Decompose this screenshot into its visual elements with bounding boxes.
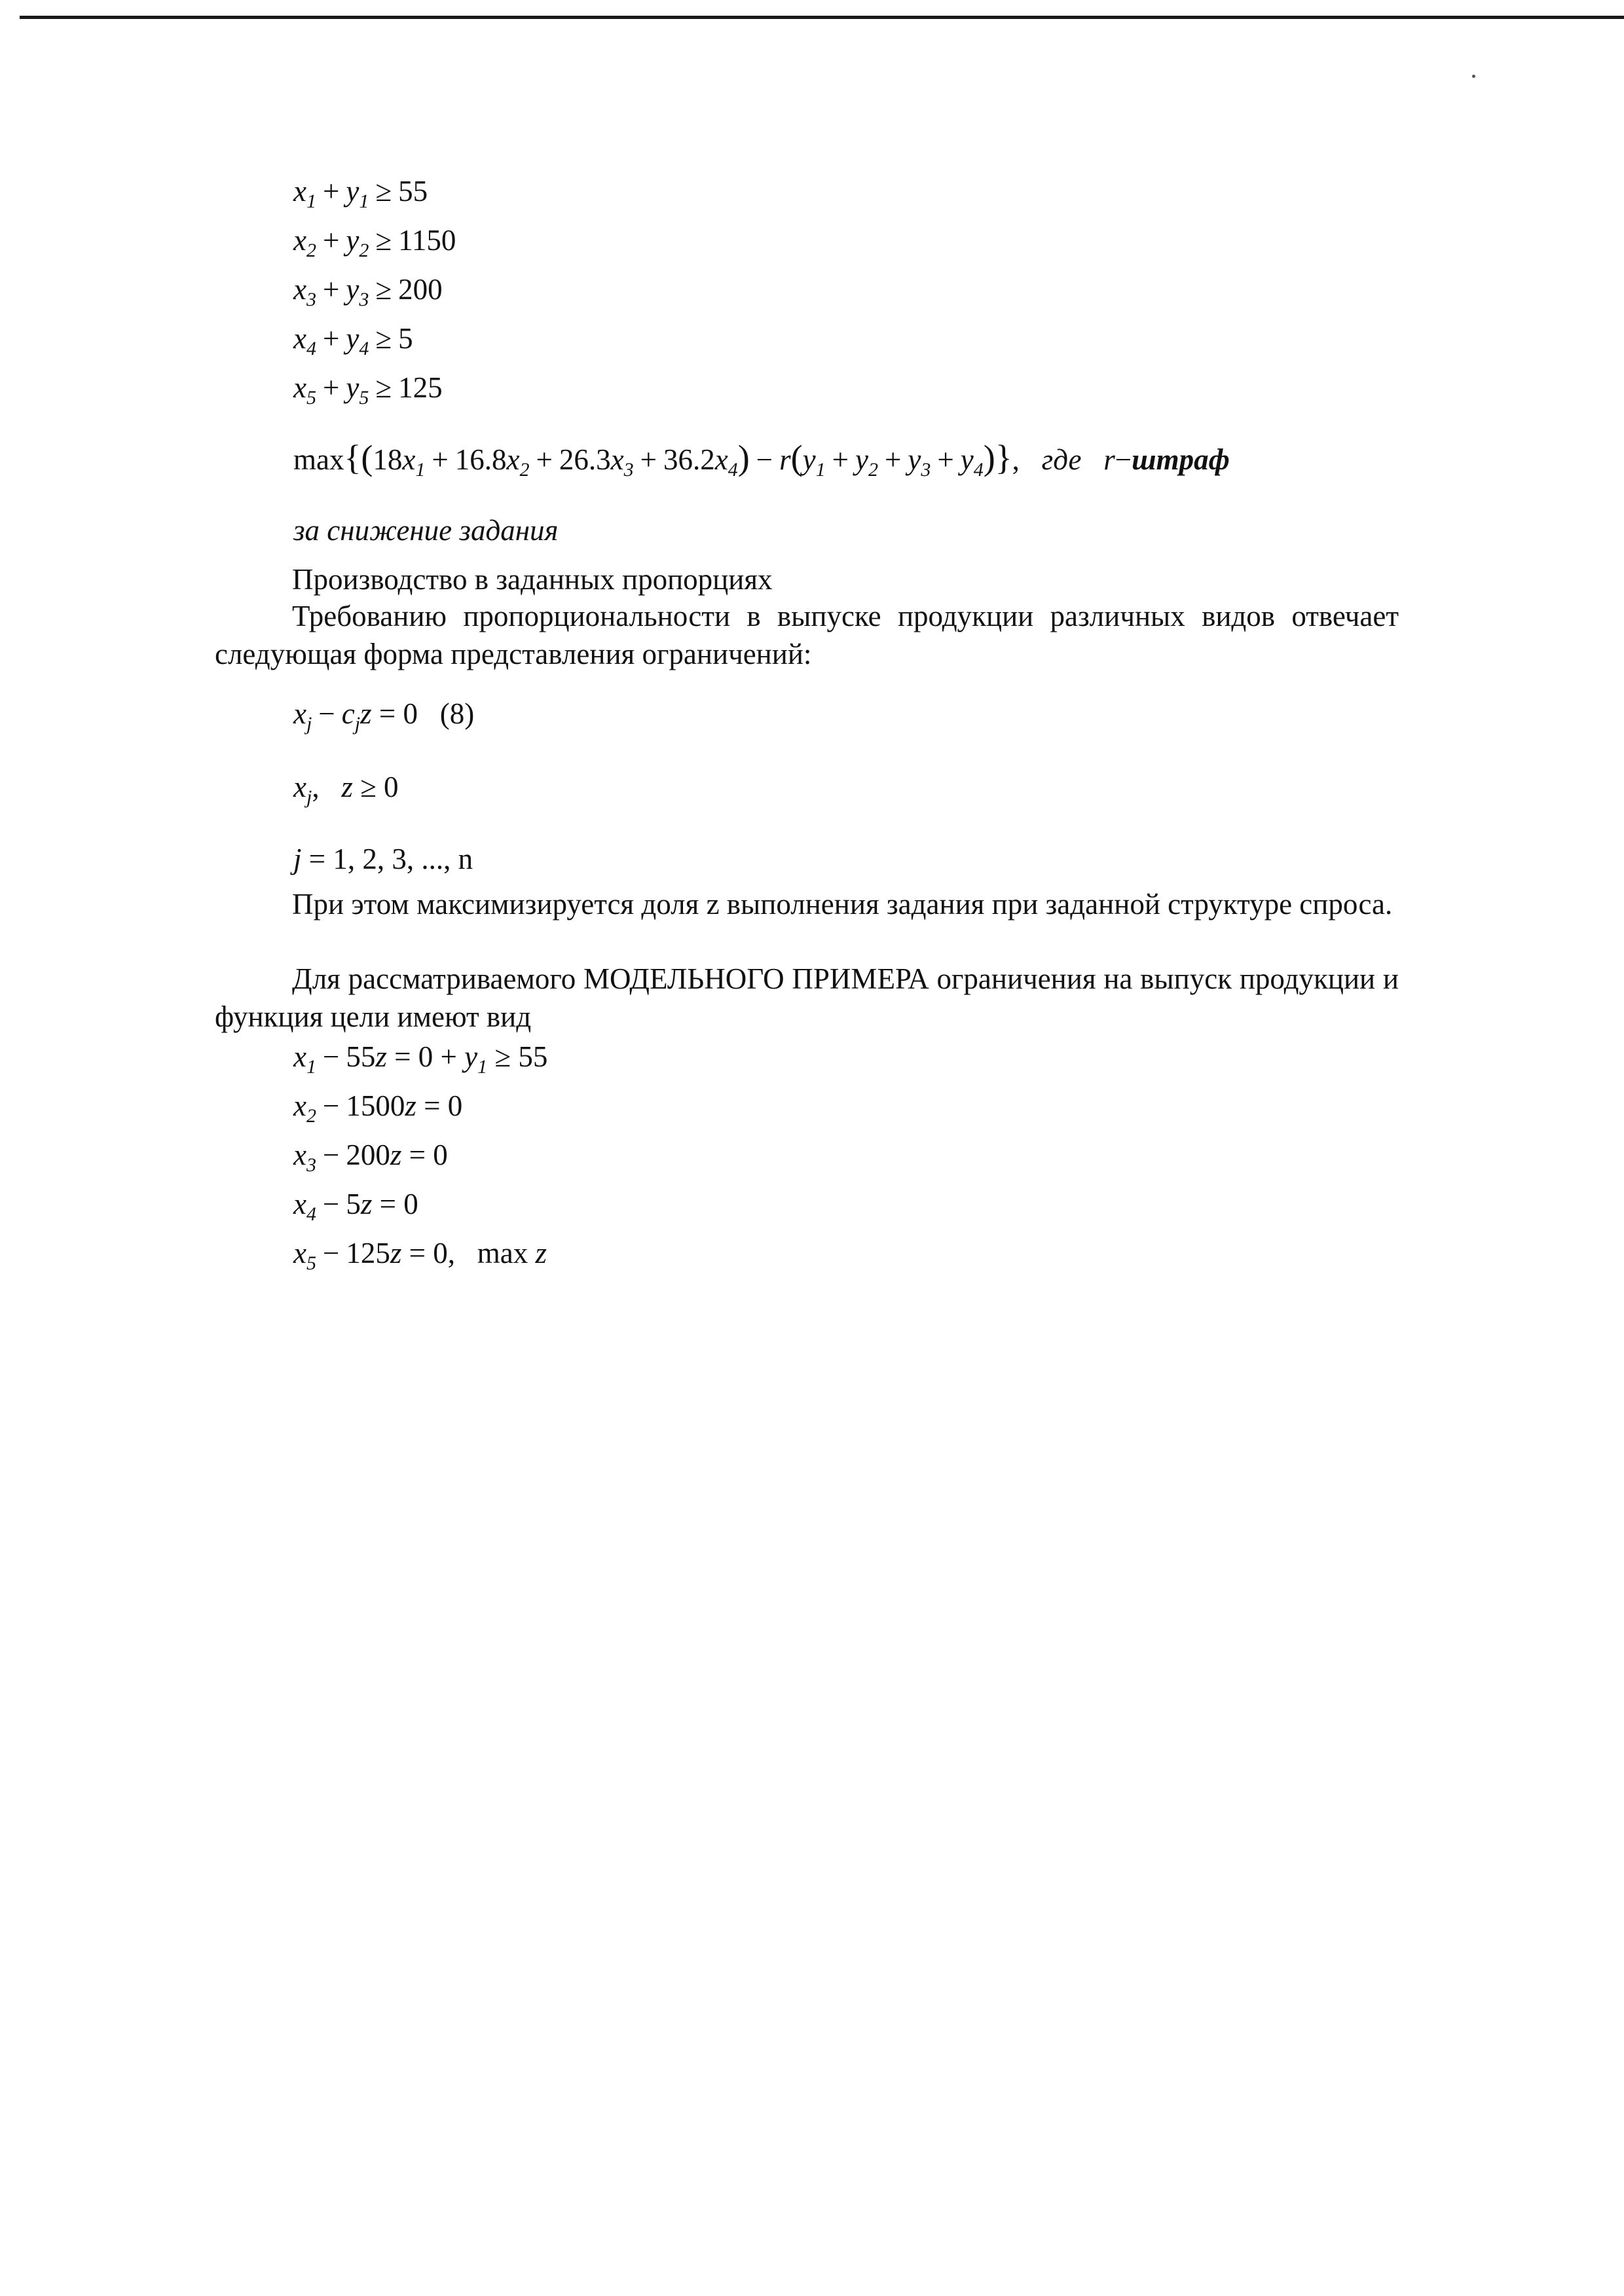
model-constraint-1: $x_1 - 55z = 0 + y_1 \ge 55$ xyxy=(293,1040,548,1078)
constraint-1: $x_1 + y_1 \ge 55$ xyxy=(293,175,428,212)
objective-continuation: за снижение задания xyxy=(293,514,559,547)
model-constraint-4: $x_4 - 5z = 0$ xyxy=(293,1188,418,1225)
formula-8: $x_j - c_jz = 0$ (8) xyxy=(293,697,475,735)
paragraph-max-z: При этом максимизируется доля z выполнения задания при заданной структуре спроса. xyxy=(292,888,1393,920)
formula-nonneg: $x_j$, z ≥ 0 xyxy=(293,771,399,808)
model-constraint-3: $x_3 - 200z = 0$ xyxy=(293,1139,448,1176)
constraint-4: $x_4 + y_4 \ge 5$ xyxy=(293,322,413,359)
scan-speck xyxy=(1472,75,1475,78)
constraint-5: $x_5 + y_5 \ge 125$ xyxy=(293,371,443,409)
model-constraint-5: $x_5 - 125z = 0$, max z xyxy=(293,1237,547,1274)
objective-formula: $\max\{(18x_1 + 16.8x_2 + 26.3x_3 + 36.2x_4) - r(y_1 + y_2 + y_3 + y_4)\}$, где r−штраф xyxy=(293,438,1230,481)
paragraph-proportions: Требованию пропорциональности в выпуске продукции различных видов отвечает следующая форма представления ограничений: xyxy=(215,600,1399,670)
paragraph-model: Для рассматриваемого МОДЕЛЬНОГО ПРИМЕРА ограничения на выпуск продукции и функция цели имеют вид xyxy=(215,962,1399,1033)
model-constraint-2: $x_2 - 1500z = 0$ xyxy=(293,1089,463,1127)
heading-proportions: Производство в заданных пропорциях xyxy=(292,563,773,596)
top-rule xyxy=(20,16,1624,19)
constraint-2: $x_2 + y_2 \ge 1150$ xyxy=(293,224,456,261)
formula-index-range: j = 1, 2, 3, ..., n xyxy=(293,843,473,875)
constraint-3: $x_3 + y_3 \ge 200$ xyxy=(293,273,443,310)
